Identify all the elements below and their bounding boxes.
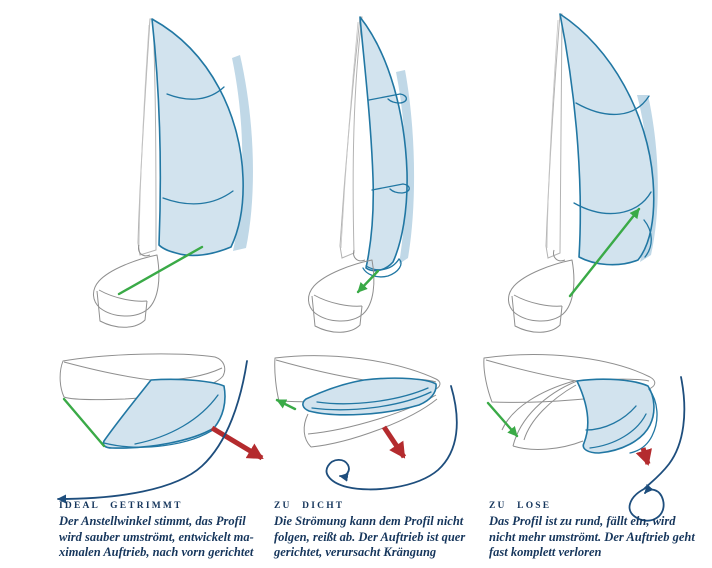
caption-line: gerichtet, verursacht Krängung xyxy=(274,545,437,559)
deck-rail xyxy=(64,362,151,380)
ghost-sail-line xyxy=(513,441,583,449)
headstay-sail xyxy=(546,14,562,258)
caption-line: Das Profil ist zu rund, fällt ein, wird xyxy=(489,514,676,528)
gennaker-sail xyxy=(103,379,225,448)
panel-topview-zu-lose xyxy=(484,355,684,521)
gennaker-sail xyxy=(560,14,654,265)
caption-line: fast komplett verloren xyxy=(489,545,602,559)
gennaker-sail xyxy=(577,379,654,453)
caption-heading: ZU DICHT xyxy=(274,501,345,511)
deck-rail xyxy=(276,360,364,380)
caption-line: Die Strömung kann dem Profil nicht xyxy=(274,514,464,528)
caption-ideal-getrimmt xyxy=(59,501,277,561)
deck-rail xyxy=(486,360,577,381)
panel-topview-ideal xyxy=(58,354,262,499)
hull xyxy=(93,245,158,327)
caption-zu-dicht xyxy=(274,501,492,561)
panel-sail-profile-zu-dicht xyxy=(308,17,414,332)
caption-line: nicht mehr umströmt. Der Auftrieb geht xyxy=(489,529,695,544)
sheet-arrow xyxy=(358,271,378,292)
force-arrow xyxy=(643,448,648,464)
caption-line: wird sauber umströmt, entwickelt ma- xyxy=(59,529,254,544)
caption-heading: ZU LOSE xyxy=(489,501,552,511)
gennaker-sail xyxy=(152,19,243,255)
ghost-sail-line xyxy=(304,414,311,447)
caption-line: Der Anstellwinkel stimmt, das Profil xyxy=(59,514,246,528)
sheet-line xyxy=(119,247,202,294)
panel-topview-zu-dicht xyxy=(275,356,457,490)
hull xyxy=(508,250,573,332)
force-arrow xyxy=(384,427,404,457)
gennaker-sail xyxy=(360,17,407,271)
caption-zu-lose xyxy=(489,501,707,561)
panel-sail-profile-ideal xyxy=(93,19,253,327)
deck-bow-line xyxy=(151,368,222,380)
caption-heading: IDEAL GETRIMMT xyxy=(59,501,183,511)
headstay-sail xyxy=(340,17,362,258)
sheet-arrow xyxy=(488,403,517,436)
panel-sail-profile-zu-lose xyxy=(508,14,657,332)
caption-line: ximalen Auftrieb, nach vorn gerichtet xyxy=(59,545,254,559)
caption-line: folgen, reißt ab. Der Auftrieb ist quer xyxy=(274,529,466,544)
hull xyxy=(308,250,373,332)
luff-line xyxy=(64,399,104,446)
